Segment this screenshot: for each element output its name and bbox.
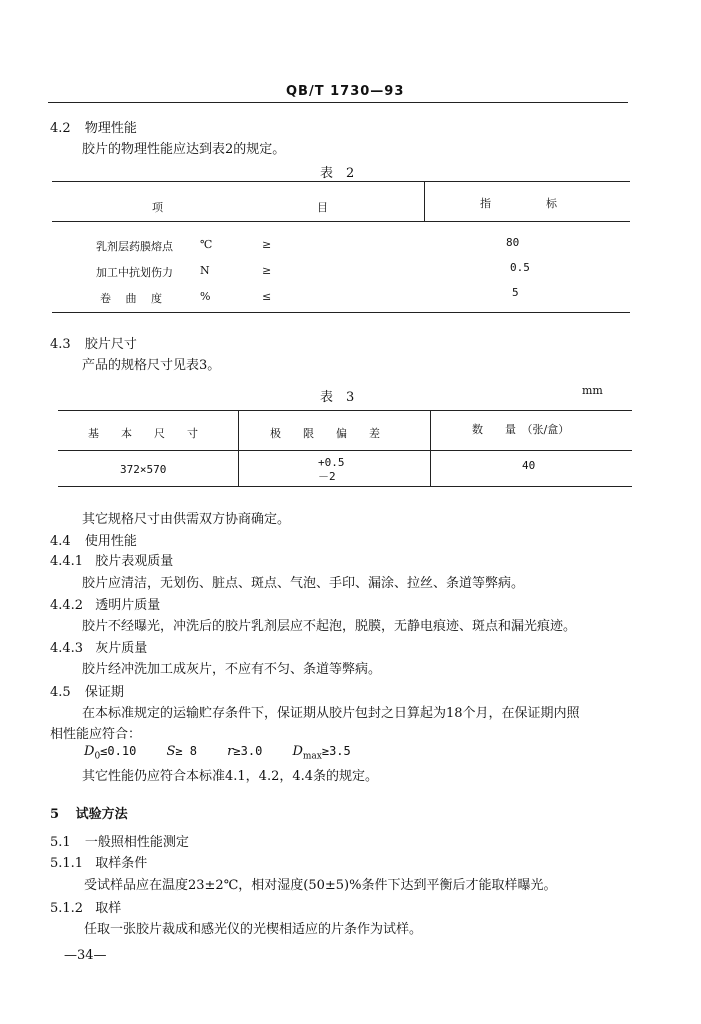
section-title: 透明片质量 <box>95 598 161 613</box>
section-4-3-heading <box>50 333 137 352</box>
table-3-tolerance-minus: －2 <box>318 470 336 483</box>
section-title: 试验方法 <box>75 807 128 822</box>
header-rule <box>48 102 628 103</box>
table-3-header-quantity: 数 量 （张/盒） <box>472 423 570 436</box>
section-5-1-heading <box>50 831 189 850</box>
table-2-header-item: 项 目 <box>152 201 328 214</box>
table-3-caption: 表 3 <box>320 390 355 405</box>
section-number: 5 <box>50 807 60 822</box>
section-number: 4.4.3 <box>50 641 84 656</box>
section-title: 取样条件 <box>95 856 148 871</box>
table-2-header-rule <box>52 221 630 222</box>
table-2-row-op: ≤ <box>262 290 272 303</box>
table-2-row-unit: % <box>200 290 211 303</box>
table-2-row-value: 5 <box>512 286 519 299</box>
table-3-header-size: 基 本 尺 寸 <box>88 427 198 440</box>
table-2-row-unit: N <box>200 264 210 277</box>
table-2-row-value: 0.5 <box>510 261 530 274</box>
page-number: —34— <box>64 948 107 963</box>
table-2-row-name: 卷 曲 度 <box>100 292 162 305</box>
section-5-heading <box>50 803 128 822</box>
section-4-2-intro: 胶片的物理性能应达到表2的规定。 <box>82 142 286 157</box>
table-2-row-op: ≥ <box>262 238 272 251</box>
section-5-1-2-heading <box>50 897 121 916</box>
section-title: 胶片表观质量 <box>95 554 174 569</box>
section-5-1-1-heading <box>50 852 147 871</box>
other-sizes-note: 其它规格尺寸由供需双方协商确定。 <box>82 512 291 527</box>
standard-code-header: QB/T 1730—93 <box>286 84 405 99</box>
table-2-caption: 表 2 <box>320 166 355 181</box>
section-4-4-1-text: 胶片应清洁，无划伤、脏点、斑点、气泡、手印、漏涂、拉丝、条道等弊病。 <box>82 576 525 591</box>
section-number: 5.1 <box>50 835 71 850</box>
table-2-row-op: ≥ <box>262 264 272 277</box>
table-2-bottom-rule <box>52 312 630 313</box>
section-title: 物理性能 <box>84 121 137 136</box>
gamma-formula: r≥3.0 <box>227 744 263 759</box>
section-number: 4.3 <box>50 337 71 352</box>
speed-formula: S≥ 8 <box>166 744 198 759</box>
section-title: 胶片尺寸 <box>84 337 137 352</box>
table-3-quantity-value: 40 <box>522 459 536 472</box>
table-3-tolerance-plus: +0.5 <box>318 456 345 469</box>
section-number: 4.4 <box>50 534 71 549</box>
table-3-col-divider-2 <box>430 410 431 486</box>
section-4-5-line2: 相性能应符合： <box>50 727 142 742</box>
section-title: 取样 <box>95 901 122 916</box>
section-number: 4.4.2 <box>50 598 84 613</box>
table-3-size-value: 372×570 <box>120 463 167 476</box>
section-4-4-1-heading <box>50 550 173 569</box>
section-number: 5.1.1 <box>50 856 84 871</box>
table-2-col-divider <box>424 181 425 221</box>
section-title: 一般照相性能测定 <box>84 835 189 850</box>
section-4-2-heading <box>50 117 137 136</box>
section-5-1-2-text: 任取一张胶片裁成和感光仪的光楔相适应的片条作为试样。 <box>84 922 423 937</box>
section-title: 使用性能 <box>84 534 137 549</box>
table-3-header-rule <box>58 450 632 451</box>
table-3-top-rule <box>58 410 632 411</box>
section-4-5-line4: 其它性能仍应符合本标准4.1，4.2，4.4条的规定。 <box>82 769 379 784</box>
section-title: 灰片质量 <box>95 641 148 656</box>
table-2-row-name: 加工中抗划伤力 <box>96 266 173 279</box>
section-number: 5.1.2 <box>50 901 84 916</box>
section-number: 4.4.1 <box>50 554 84 569</box>
table-2-row-unit: ℃ <box>200 238 213 251</box>
section-4-4-3-heading <box>50 637 147 656</box>
section-4-4-2-text: 胶片不经曝光，冲洗后的胶片乳剂层应不起泡，脱膜，无静电痕迹、斑点和漏光痕迹。 <box>82 619 577 634</box>
table-3-col-divider-1 <box>238 410 239 486</box>
section-4-4-3-text: 胶片经冲洗加工成灰片，不应有不匀、条道等弊病。 <box>82 662 382 677</box>
section-number: 4.5 <box>50 685 71 700</box>
section-number: 4.2 <box>50 121 71 136</box>
table-2-header-index: 指 标 <box>480 197 557 210</box>
table-2-row-name: 乳剂层药膜熔点 <box>96 240 173 253</box>
table-2-top-rule <box>52 181 630 182</box>
section-4-4-heading <box>50 530 137 549</box>
table-3-bottom-rule <box>58 486 632 487</box>
section-4-3-intro: 产品的规格尺寸见表3。 <box>82 358 221 373</box>
section-title: 保证期 <box>84 685 124 700</box>
table-2-row-value: 80 <box>506 236 520 249</box>
section-4-5-line1: 在本标准规定的运输贮存条件下，保证期从胶片包封之日算起为18个月，在保证期内照 <box>82 706 580 721</box>
dmax-formula: $D_{max}\ge 3.5$ <box>292 744 351 762</box>
section-4-4-2-heading <box>50 594 160 613</box>
sensitometric-requirements <box>84 744 351 762</box>
table-3-header-tolerance: 极 限 偏 差 <box>270 427 380 440</box>
section-5-1-1-text: 受试样品应在温度23±2℃，相对湿度(50±5)%条件下达到平衡后才能取样曝光。 <box>84 878 557 893</box>
section-4-5-heading <box>50 681 124 700</box>
table-3-unit: mm <box>582 384 603 397</box>
density-fog-formula: $D_0\le 0.10$ <box>84 744 137 762</box>
